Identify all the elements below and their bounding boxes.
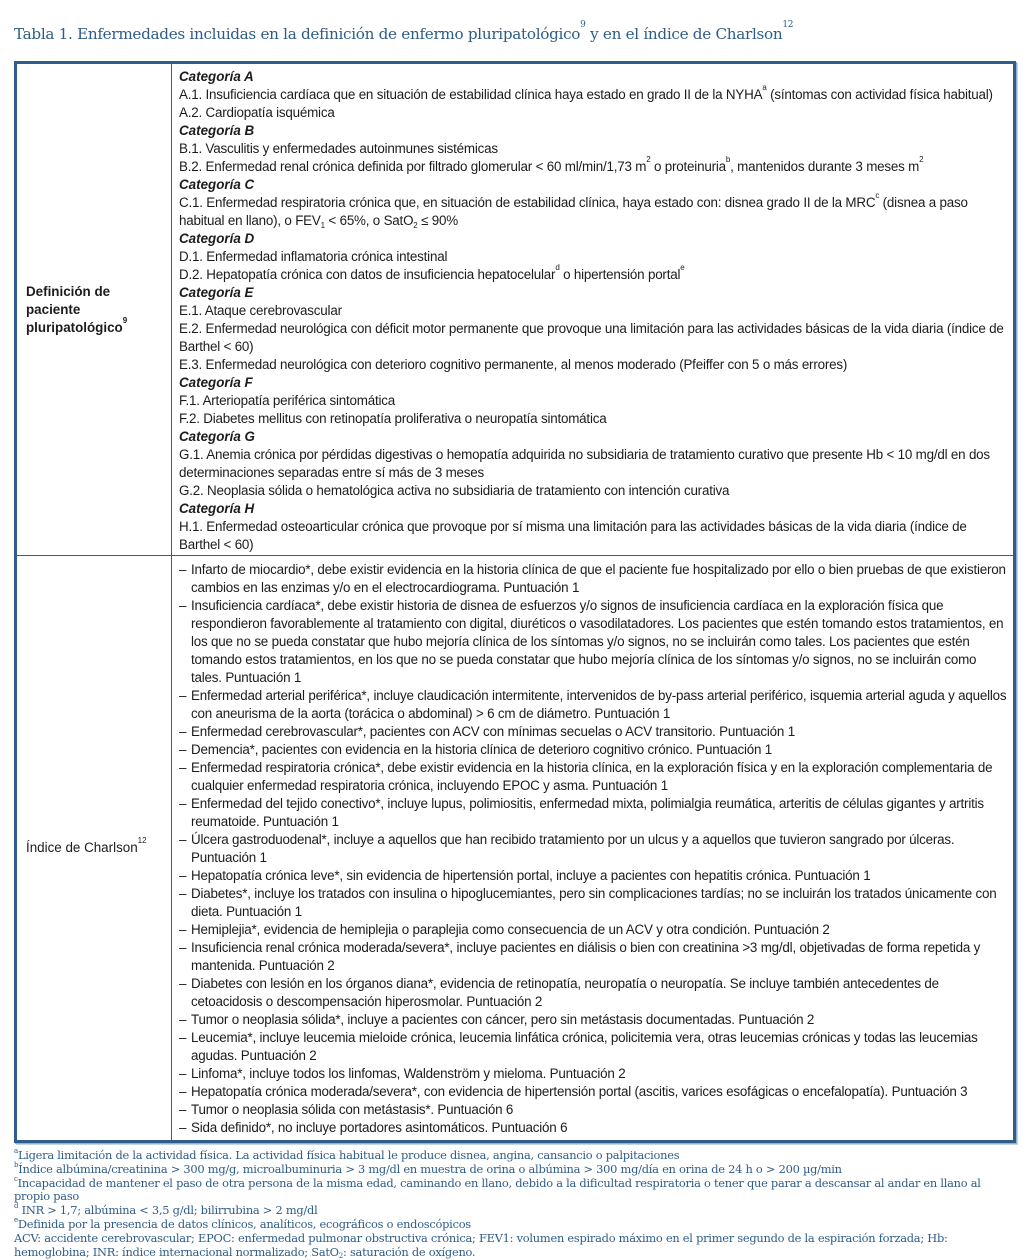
criterion-item: [179, 104, 1007, 122]
criterion-item: [179, 356, 1007, 374]
row-label-text: Índice de Charlson: [26, 840, 138, 855]
charlson-item-text: Hemiplejia*, evidencia de hemiplejia o paraplejia como consecuencia de un ACV y otra condición. Puntuación 2: [191, 922, 830, 937]
abbreviations-text-end: : saturación de oxígeno.: [343, 1244, 476, 1259]
footnote: [14, 1149, 1019, 1163]
dash-bullet-icon: –: [179, 1012, 187, 1027]
dash-bullet-icon: –: [179, 1084, 187, 1099]
charlson-item: [179, 831, 1007, 867]
charlson-item: [179, 687, 1007, 723]
charlson-item: [179, 1011, 1007, 1029]
row-label-ref: 9: [122, 315, 128, 325]
title-ref-9: 9: [580, 20, 586, 30]
subscript: 1: [320, 221, 325, 230]
footnote: [14, 1174, 1019, 1205]
charlson-item-text: Úlcera gastroduodenal*, incluye a aquellos que han recibido tratamiento por un ulcus y a aquellos que tuvieron sangrado por úlceras. Puntuación 1: [191, 832, 955, 865]
dash-bullet-icon: –: [179, 1102, 187, 1117]
footnotes: [14, 1149, 1019, 1259]
charlson-item-text: Infarto de miocardio*, debe existir evidencia en la historia clínica de que el paciente fue hospitalizado por ello o bien pruebas de que existieron cambios en las enzimas y/o en el electrocardiograma. Puntuación 1: [191, 562, 1006, 595]
criterion-text: E.3. Enfermedad neurológica con deterioro cognitivo permanente, al menos moderado (Pfeiffer con 5 o más errores): [179, 357, 848, 372]
criterion-text: D.1. Enfermedad inflamatoria crónica intestinal: [179, 249, 448, 264]
footnote-mark: d: [14, 1202, 19, 1211]
title-text: Tabla 1. Enfermedades incluidas en la definición de enfermo pluripatológico: [14, 25, 581, 43]
row-label-pluripatologico: [17, 64, 172, 556]
dash-bullet-icon: –: [179, 742, 187, 757]
footnote-text: INR > 1,7; albúmina < 3,5 g/dl; bilirrubina > 2 mg/dl: [18, 1203, 318, 1218]
charlson-item: [179, 1065, 1007, 1083]
row-label-text: Definición de paciente pluripatológico: [26, 283, 123, 335]
charlson-item-text: Tumor o neoplasia sólida con metástasis*. Puntuación 6: [191, 1102, 514, 1117]
abbreviations: [14, 1232, 1019, 1260]
charlson-item: [179, 939, 1007, 975]
dash-bullet-icon: –: [179, 976, 187, 991]
charlson-item-text: Enfermedad del tejido conectivo*, incluye lupus, polimiositis, enfermedad mixta, polimialgia reumática, arteritis de células gigantes y artritis reumatoide. Puntuación 1: [191, 796, 984, 829]
criterion-item: [179, 410, 1007, 428]
subscript: 2: [338, 1251, 343, 1260]
criterion-text: E.2. Enfermedad neurológica con déficit motor permanente que provoque una limitación para las actividades básicas de la vida diaria (índice de Barthel < 60): [179, 321, 1004, 354]
dash-bullet-icon: –: [179, 940, 187, 955]
title-text-middle: y en el índice de Charlson: [585, 25, 783, 43]
charlson-item-text: Diabetes*, incluye los tratados con insulina o hipoglucemiantes, pero sin complicaciones tardías; no se incluirán los tratados únicamente con dieta. Puntuación 1: [191, 886, 997, 919]
charlson-item: [179, 867, 1007, 885]
dash-bullet-icon: –: [179, 598, 187, 613]
footnote-mark: e: [14, 1215, 18, 1224]
footnote-mark: c: [14, 1174, 18, 1183]
charlson-item: [179, 885, 1007, 921]
criterion-item: [179, 482, 1007, 500]
footnote: [14, 1215, 1019, 1232]
row-label-charlson: [17, 556, 172, 1141]
charlson-item: [179, 921, 1007, 939]
criterion-item: [179, 518, 1007, 554]
table-body: [17, 64, 1013, 1140]
criterion-text: C.1. Enfermedad respiratoria crónica que, en situación de estabilidad clínica, haya estado con: disnea grado II de la MRC: [179, 195, 876, 210]
footnote-ref: c: [875, 191, 880, 200]
footnote: [14, 1204, 1019, 1218]
footnote-mark: b: [14, 1160, 19, 1169]
abbreviations-text: ACV: accidente cerebrovascular; EPOC: enfermedad pulmonar obstructiva crónica; FEV1: volumen espirado máximo en el primer segundo de la espiración forzada; Hb: hemoglobina; INR: índice internacional normalizado; SatO: [14, 1230, 948, 1259]
footnote-ref: d: [555, 263, 560, 272]
charlson-item-text: Diabetes con lesión en los órganos diana*, evidencia de retinopatía, neuropatía o neuropatía. Se incluye también antecedentes de cetoacidosis o descompensación hiperosmolar. Puntuación 2: [191, 976, 939, 1009]
criterion-text: B.2. Enfermedad renal crónica definida por filtrado glomerular < 60 ml/min/1,73 m: [179, 159, 647, 174]
dash-bullet-icon: –: [179, 886, 187, 901]
footnote-text: Índice albúmina/creatinina > 300 mg/g, microalbuminuria > 3 mg/dl en muestra de orina o albúmina > 300 mg/día en orina de 24 h o > 200 µg/min: [18, 1161, 842, 1176]
charlson-item-text: Insuficiencia cardíaca*, debe existir historia de disnea de esfuerzos y/o signos de insuficiencia cardíaca en la exploración física que respondieron favorablemente al tratamiento con digital, diuréticos o vasodilatadores. Los pacientes que estén tomando estos tratamientos, en los que no se pueda constatar que hubo mejoría clínica de los síntomas y/o signos, no se incluirán como tales. Los pacientes que estén tomando estos tratamientos, en los que no se pueda constatar que hubo mejoría clínica de los síntomas y/o signos, no se incluirán como tales. Puntuación 1: [191, 598, 1004, 685]
categories-cell: [172, 64, 1014, 556]
footnote-text: Ligera limitación de la actividad física. La actividad física habitual le produce disnea, angina, cansancio o palpitaciones: [17, 1148, 680, 1162]
category-heading: Categoría D: [179, 231, 255, 246]
charlson-item-text: Enfermedad arterial periférica*, incluye claudicación intermitente, intervenidos de by-pass arterial periférico, isquemia arterial aguda y aquellos con aneurisma de la aorta (torácica o abdominal) > 6 cm de diámetro. Puntuación 1: [191, 688, 1007, 721]
footnote-text: Definida por la presencia de datos clínicos, analíticos, ecográficos o endoscópicos: [17, 1216, 471, 1231]
dash-bullet-icon: –: [179, 1120, 187, 1135]
dash-bullet-icon: –: [179, 1066, 187, 1081]
charlson-item: [179, 1101, 1007, 1119]
charlson-item-text: Enfermedad respiratoria crónica*, debe existir evidencia en la historia clínica, en la exploración física y en la exploración complementaria de cualquier enfermedad respiratoria crónica, incluyendo EPOC y asma. Puntuación 1: [191, 760, 993, 793]
charlson-item-text: Insuficiencia renal crónica moderada/severa*, incluye pacientes en diálisis o bien con creatinina >3 mg/dl, objetivadas de forma repetida y mantenida. Puntuación 2: [191, 940, 981, 973]
criterion-text: o proteinuria: [650, 159, 726, 174]
table-title: [14, 20, 1016, 44]
criterion-text: o hipertensión portal: [559, 267, 681, 282]
disease-table: [14, 61, 1016, 1143]
footnote-ref: 2: [646, 155, 651, 164]
criterion-item: [179, 140, 1007, 158]
charlson-item: [179, 975, 1007, 1011]
criterion-text: F.1. Arteriopatía periférica sintomática: [179, 393, 396, 408]
criterion-item: [179, 320, 1007, 356]
criterion-text: A.2. Cardiopatía isquémica: [179, 105, 335, 120]
charlson-item: [179, 1083, 1007, 1101]
footnote-mark: a: [14, 1147, 18, 1155]
charlson-item-text: Hepatopatía crónica leve*, sin evidencia de hipertensión portal, incluye a pacientes con hepatitis crónica. Puntuación 1: [191, 868, 871, 883]
category-heading: Categoría E: [179, 285, 254, 300]
criterion-item: [179, 155, 1007, 176]
dash-bullet-icon: –: [179, 922, 187, 937]
charlson-item: [179, 759, 1007, 795]
subscript: 2: [413, 221, 418, 230]
criterion-item: [179, 83, 1007, 104]
charlson-item: [179, 1119, 1007, 1137]
criterion-text: < 65%, o SatO: [324, 213, 414, 228]
charlson-item: [179, 597, 1007, 687]
table-row-charlson: [17, 556, 1013, 1141]
charlson-item-text: Enfermedad cerebrovascular*, pacientes con ACV con mínimas secuelas o ACV transitorio. Puntuación 1: [191, 724, 795, 739]
charlson-item-text: Sida definido*, no incluye portadores asintomáticos. Puntuación 6: [191, 1120, 568, 1135]
dash-bullet-icon: –: [179, 1030, 187, 1045]
criterion-item: [179, 446, 1007, 482]
charlson-item: [179, 795, 1007, 831]
criterion-text: , mantenidos durante 3 meses m: [730, 159, 920, 174]
dash-bullet-icon: –: [179, 832, 187, 847]
criterion-item: [179, 302, 1007, 320]
charlson-item: [179, 741, 1007, 759]
footnote-text: Incapacidad de mantener el paso de otra persona de la misma edad, caminando en llano, debido a la dificultad respiratoria o tener que parar a descansar al andar en llano al propio paso: [14, 1175, 981, 1204]
charlson-item-text: Hepatopatía crónica moderada/severa*, con evidencia de hipertensión portal (ascitis, varices esofágicas o encefalopatía). Puntuación 3: [191, 1084, 968, 1099]
criterion-item: [179, 191, 1007, 230]
footnote-ref: a: [762, 83, 767, 92]
dash-bullet-icon: –: [179, 724, 187, 739]
title-ref-12: 12: [782, 20, 794, 30]
criterion-item: [179, 248, 1007, 266]
category-heading: Categoría F: [179, 375, 253, 390]
dash-bullet-icon: –: [179, 562, 187, 577]
dash-bullet-icon: –: [179, 796, 187, 811]
criterion-text: G.2. Neoplasia sólida o hematológica activa no subsidiaria de tratamiento con intención curativa: [179, 483, 730, 498]
charlson-items-cell: [172, 556, 1014, 1141]
criterion-text: G.1. Anemia crónica por pérdidas digestivas o hemopatía adquirida no subsidiaria de tratamiento curativo que presente Hb < 10 mg/dl en dos determinaciones separadas entre sí más de 3 meses: [179, 447, 990, 480]
criterion-text: (síntomas con actividad física habitual): [766, 87, 993, 102]
footnote-ref: b: [725, 155, 731, 164]
charlson-item: [179, 1029, 1007, 1065]
criterion-item: [179, 392, 1007, 410]
category-heading: Categoría B: [179, 123, 255, 138]
footnote-ref: 2: [919, 155, 924, 164]
dash-bullet-icon: –: [179, 868, 187, 883]
footnote: [14, 1160, 1019, 1177]
criterion-text: H.1. Enfermedad osteoarticular crónica que provoque por sí misma una limitación para las actividades básicas de la vida diaria (índice de Barthel < 60): [179, 519, 967, 552]
dash-bullet-icon: –: [179, 688, 187, 703]
dash-bullet-icon: –: [179, 760, 187, 775]
charlson-item-text: Linfoma*, incluye todos los linfomas, Waldenström y mieloma. Puntuación 2: [191, 1066, 626, 1081]
charlson-item-text: Tumor o neoplasia sólida*, incluye a pacientes con cáncer, pero sin metástasis documentadas. Puntuación 2: [191, 1012, 815, 1027]
footnote-ref: e: [680, 263, 685, 272]
criterion-text: F.2. Diabetes mellitus con retinopatía proliferativa o neuropatía sintomática: [179, 411, 607, 426]
charlson-item-text: Demencia*, pacientes con evidencia en la historia clínica de deterioro cognitivo crónico. Puntuación 1: [191, 742, 773, 757]
category-heading: Categoría G: [179, 429, 255, 444]
category-heading: Categoría A: [179, 69, 254, 84]
criterion-text: (disnea a paso habitual en llano), o FEV: [179, 195, 968, 228]
category-heading: Categoría H: [179, 501, 255, 516]
row-label-ref: 12: [137, 836, 147, 845]
criterion-text: D.2. Hepatopatía crónica con datos de insuficiencia hepatocelular: [179, 267, 556, 282]
criterion-item: [179, 263, 1007, 284]
charlson-item: [179, 561, 1007, 597]
table-row-pluripatologico: [17, 64, 1013, 556]
charlson-item: [179, 723, 1007, 741]
criterion-text: E.1. Ataque cerebrovascular: [179, 303, 342, 318]
criterion-text: ≤ 90%: [417, 213, 458, 228]
charlson-item-text: Leucemia*, incluye leucemia mieloide crónica, leucemia linfática crónica, policitemia vera, otras leucemias crónicas y todas las leucemias agudas. Puntuación 2: [191, 1030, 978, 1063]
criterion-text: A.1. Insuficiencia cardíaca que en situación de estabilidad clínica haya estado en grado II de la NYHA: [179, 87, 763, 102]
category-heading: Categoría C: [179, 177, 255, 192]
criterion-text: B.1. Vasculitis y enfermedades autoinmunes sistémicas: [179, 141, 498, 156]
